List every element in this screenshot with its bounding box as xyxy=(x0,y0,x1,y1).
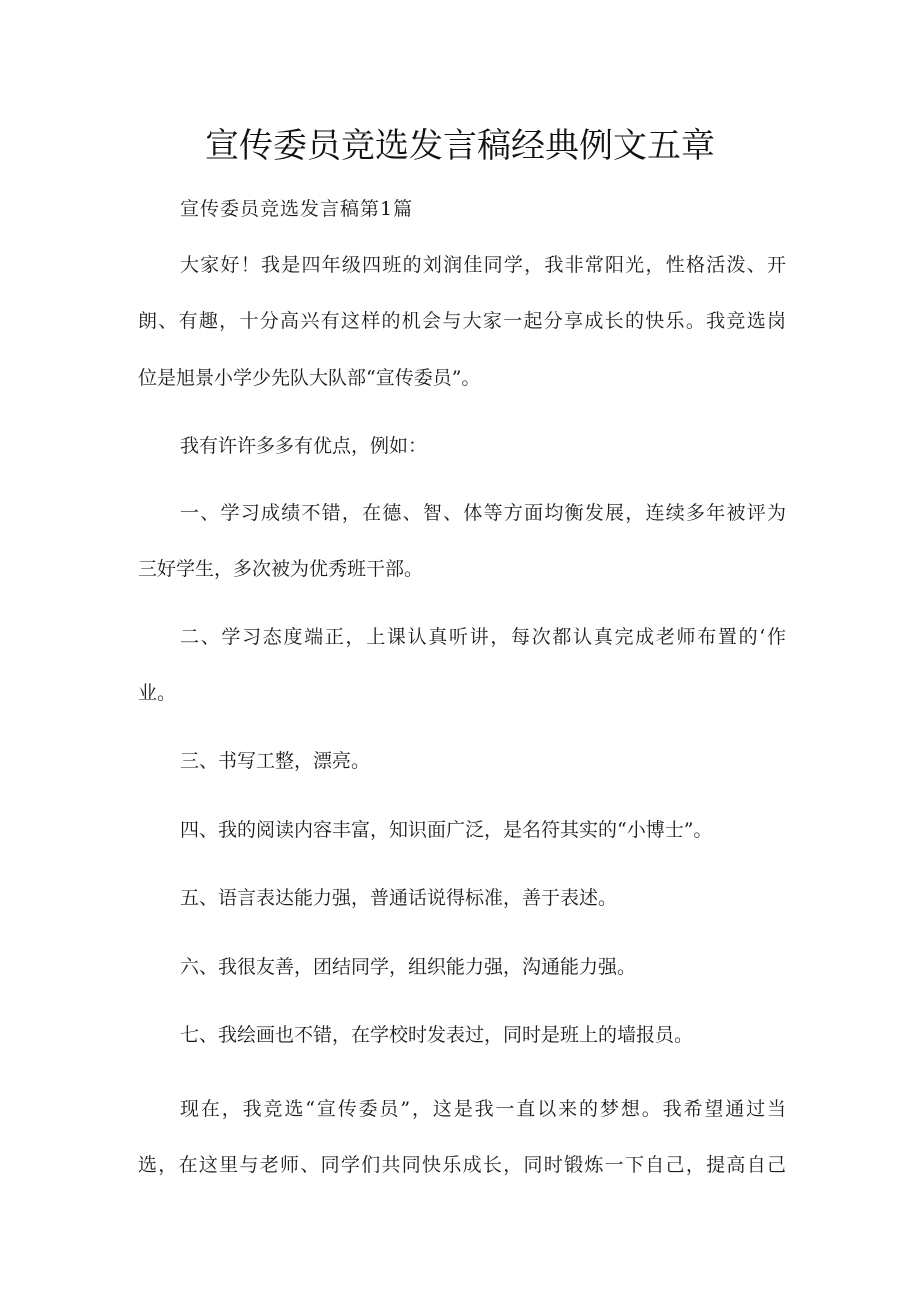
paragraph-line: 大家好！我是四年级四班的刘润佳同学，我非常阳光，性格活泼、开 xyxy=(180,254,786,276)
paragraph-line: 四、我的阅读内容丰富，知识面广泛，是名符其实的“小博士”。 xyxy=(180,819,713,841)
paragraph-line: 五、语言表达能力强，普通话说得标准，善于表述。 xyxy=(180,887,618,909)
paragraph-line: 业。 xyxy=(138,682,177,704)
paragraph-line: 现在，我竞选“宣传委员”，这是我一直以来的梦想。我希望通过当 xyxy=(180,1098,786,1120)
paragraph-line: 二、学习态度端正，上课认真听讲，每次都认真完成老师布置的‘作 xyxy=(180,626,786,648)
paragraph-line: 我有许许多多有优点，例如： xyxy=(180,435,428,457)
paragraph-line: 三、书写工整，漂亮。 xyxy=(180,750,371,772)
paragraph-line: 七、我绘画也不错，在学校时发表过，同时是班上的墙报员。 xyxy=(180,1024,694,1046)
paragraph-line: 三好学生，多次被为优秀班干部。 xyxy=(138,558,424,580)
paragraph-line: 一、学习成绩不错，在德、智、体等方面均衡发展，连续多年被评为 xyxy=(180,502,786,524)
paragraph-line: 六、我很友善，团结同学，组织能力强，沟通能力强。 xyxy=(180,956,637,978)
paragraph-line: 选，在这里与老师、同学们共同快乐成长，同时锻炼一下自己，提高自己 xyxy=(138,1154,786,1176)
section-heading: 宣传委员竞选发言稿第1篇 xyxy=(180,198,414,220)
paragraph-line: 朗、有趣，十分高兴有这样的机会与大家一起分享成长的快乐。我竞选岗 xyxy=(138,310,786,332)
paragraph-line: 位是旭景小学少先队大队部“宣传委员”。 xyxy=(138,367,481,389)
document-title: 宣传委员竞选发言稿经典例文五章 xyxy=(205,126,715,166)
